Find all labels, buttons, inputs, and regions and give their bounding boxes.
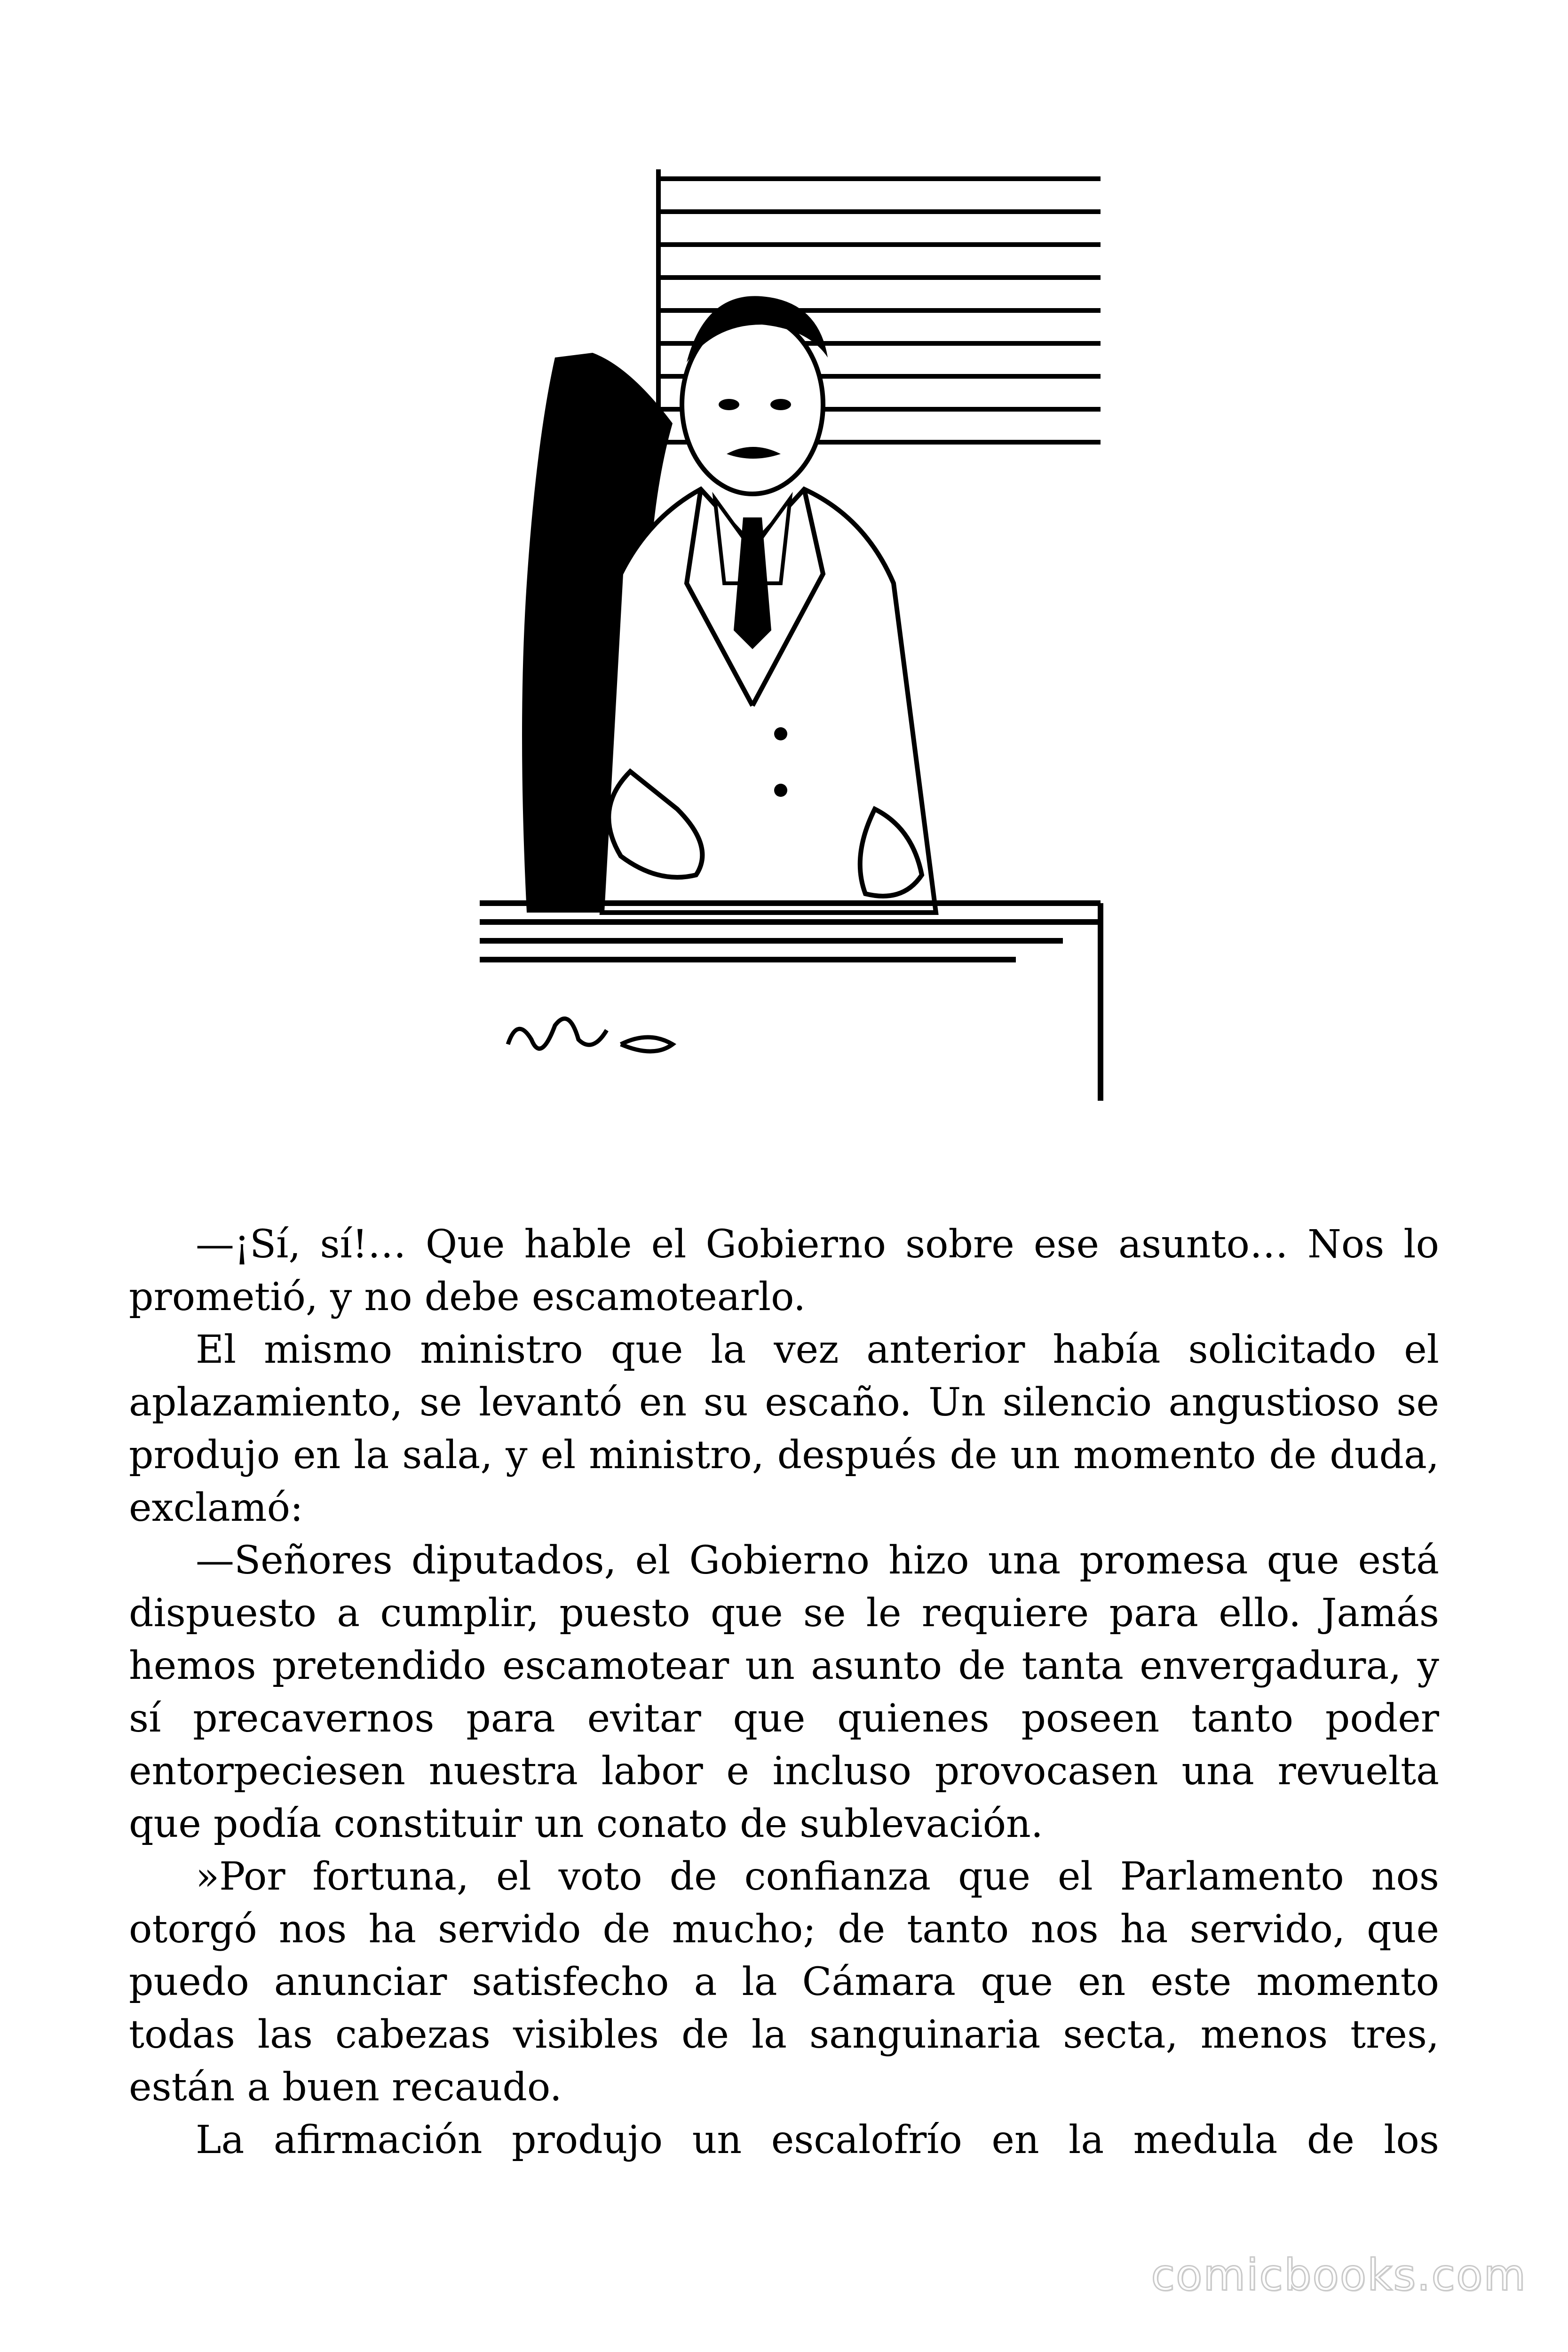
watermark: comicbooks.com — [1151, 2250, 1527, 2300]
paragraph: La afirmación produjo un escalofrío en la medula de los — [196, 2118, 1439, 2162]
paragraph: »Por fortuna, el voto de confianza que el Parlamento nos otorgó nos ha servido de mucho; de tanto nos ha servido, que puedo anunciar satisfecho a la Cámara que en este momento todas las cabezas visibles de la sanguinaria secta, menos tres, están a buen recaudo. — [129, 1854, 1439, 2110]
paragraph: El mismo ministro que la vez anterior había solicitado el aplazamiento, se levantó en su escaño. Un silencio angustioso se produjo en la sala, y el ministro, después de un momento de duda, exclamó: — [129, 1327, 1439, 1530]
illustration — [451, 160, 1119, 1101]
body-text — [129, 1218, 1439, 2167]
man-at-desk-drawing — [451, 160, 1119, 1101]
paragraph: —Señores diputados, el Gobierno hizo una promesa que está dispuesto a cumplir, puesto que se le requiere para ello. Jamás hemos pretendido escamotear un asunto de tanta envergadura, y sí precavernos para evitar que quienes poseen tanto poder entorpeciesen nuestra labor e incluso provocasen una revuelta que podía constituir un conato de sublevación. — [129, 1538, 1439, 1846]
paragraph: —¡Sí, sí!… Que hable el Gobierno sobre ese asunto… Nos lo prometió, y no debe escamotearlo. — [129, 1222, 1439, 1319]
